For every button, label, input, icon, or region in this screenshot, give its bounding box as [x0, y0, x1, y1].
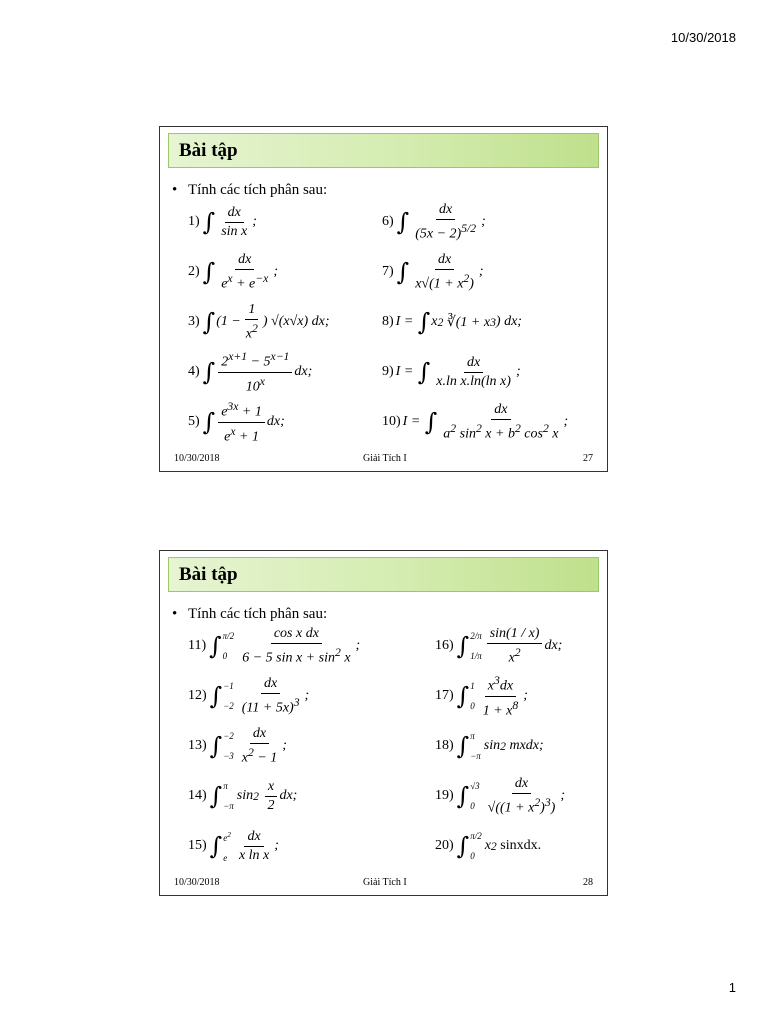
exercise-number: 13) — [188, 738, 207, 753]
bullet-dot-icon: • — [172, 606, 178, 622]
exercise-11 — [188, 621, 360, 671]
exercise-formula: ∫ $e^2$ e $\frac{dx}{\text{x ln x}}$ ; — [209, 828, 279, 863]
exercise-formula: ∫ π −π sin 2 mxdx; — [456, 731, 544, 761]
slide-title-bar — [168, 133, 599, 168]
exercise-14 — [188, 771, 297, 821]
exercise-number: 4) — [188, 364, 200, 379]
exercise-number: 6) — [382, 214, 394, 229]
exercise-16 — [435, 621, 562, 671]
page-header-date: 10/30/2018 — [670, 30, 736, 45]
exercise-9 — [382, 347, 521, 397]
exercise-7 — [382, 247, 484, 297]
exercise-20 — [435, 821, 541, 871]
exercise-number: 3) — [188, 314, 200, 329]
exercise-formula: ∫ −1 −2 $\frac{dx}{(11 + 5x)^3}$ ; — [209, 675, 310, 716]
bullet-text: Tính các tích phân sau: — [188, 182, 328, 198]
exercise-formula: ∫ 2/π 1/π $\frac{\sin(1 / x)}{x^2}$ dx; — [456, 625, 563, 666]
exercise-6 — [382, 197, 486, 247]
exercise-formula: ∫ π/2 0 x 2 sinxdx. — [456, 831, 542, 861]
exercise-number: 8) — [382, 314, 394, 329]
exercise-formula: ∫ $\frac{2^{x+1} - 5^{x-1}}{10^x}$ dx; — [202, 349, 313, 395]
exercise-formula: ∫ $\frac{dx}{(5x - 2)^{5/2}}$ ; — [396, 201, 486, 242]
exercise-formula: ∫ $\frac{dx}{\text{sin x}}$ ; — [202, 204, 257, 239]
exercise-number: 18) — [435, 738, 454, 753]
exercise-1 — [188, 197, 257, 247]
exercise-number: 14) — [188, 788, 207, 803]
exercise-formula: I = ∫ $\frac{dx}{\text{x.ln x.ln(ln x)}}$ ; — [395, 354, 521, 389]
exercise-number: 7) — [382, 264, 394, 279]
exercise-10 — [382, 397, 568, 447]
slide-title-bar — [168, 557, 599, 592]
exercise-formula: ∫ 1 0 $\frac{x^3dx}{1 + x^8}$ ; — [456, 673, 528, 719]
bullet-text: Tính các tích phân sau: — [188, 606, 328, 622]
bullet-dot-icon: • — [172, 182, 178, 198]
exercise-number: 1) — [188, 214, 200, 229]
exercise-formula: I = ∫ $\frac{dx}{a^2 \sin^2 x + b^2 \cos^2 x}$ ; — [402, 401, 569, 442]
exercise-number: 9) — [382, 364, 394, 379]
exercise-19 — [435, 771, 565, 821]
exercise-4 — [188, 347, 312, 397]
exercise-formula: ∫ (1 − $\frac{1}{x^2}$ ) √(x√x) dx; — [202, 301, 330, 342]
exercise-number: 12) — [188, 688, 207, 703]
slide-footer-course: Giải Tích I — [363, 453, 407, 464]
exercise-formula: ∫ −2 −3 $\frac{dx}{x^2 - 1}$ ; — [209, 725, 287, 766]
exercise-13 — [188, 721, 287, 771]
slide-title: Bài tập — [179, 140, 238, 161]
exercise-17 — [435, 671, 528, 721]
exercise-number: 16) — [435, 638, 454, 653]
exercise-formula: ∫ √3 0 $\frac{dx}{√((1 + x^2)^3)}$ ; — [456, 775, 565, 816]
exercise-3 — [188, 297, 330, 347]
slide-footer-page: 27 — [583, 453, 593, 464]
exercise-formula: ∫ $\frac{dx}{e^x + e^{-x}}$ ; — [202, 251, 278, 292]
exercise-number: 5) — [188, 414, 200, 429]
exercise-formula: I = ∫ x 2 ∛(1 + x 3 ) dx; — [395, 308, 522, 336]
exercise-18 — [435, 721, 544, 771]
exercise-number: 15) — [188, 838, 207, 853]
exercise-number: 2) — [188, 264, 200, 279]
exercise-5 — [188, 397, 285, 447]
slide-27 — [159, 126, 608, 472]
exercise-formula: ∫ π −π sin 2 $\frac{x}{2}$ dx; — [209, 778, 298, 813]
exercise-2 — [188, 247, 278, 297]
exercise-number: 17) — [435, 688, 454, 703]
exercise-number: 11) — [188, 638, 207, 653]
slide-footer-date: 10/30/2018 — [174, 877, 220, 888]
slide-footer-page: 28 — [583, 877, 593, 888]
slide-title: Bài tập — [179, 564, 238, 585]
exercise-15 — [188, 821, 279, 871]
exercise-number: 20) — [435, 838, 454, 853]
exercise-number: 10) — [382, 414, 401, 429]
exercise-formula: ∫ π/2 0 $\frac{\text{cos x dx}}{6 - 5 \sin x + \sin^2 x}$ ; — [209, 625, 361, 666]
slide-footer-course: Giải Tích I — [363, 877, 407, 888]
exercise-formula: ∫ $\frac{e^{3x} + 1}{e^x + 1}$ dx; — [202, 399, 285, 445]
slide-footer-date: 10/30/2018 — [174, 453, 220, 464]
slide-28 — [159, 550, 608, 896]
page-number: 1 — [728, 980, 736, 995]
exercise-formula: ∫ $\frac{dx}{x√(1 + x^2)}$ ; — [396, 251, 484, 292]
exercise-number: 19) — [435, 788, 454, 803]
exercise-8 — [382, 297, 522, 347]
exercise-12 — [188, 671, 309, 721]
